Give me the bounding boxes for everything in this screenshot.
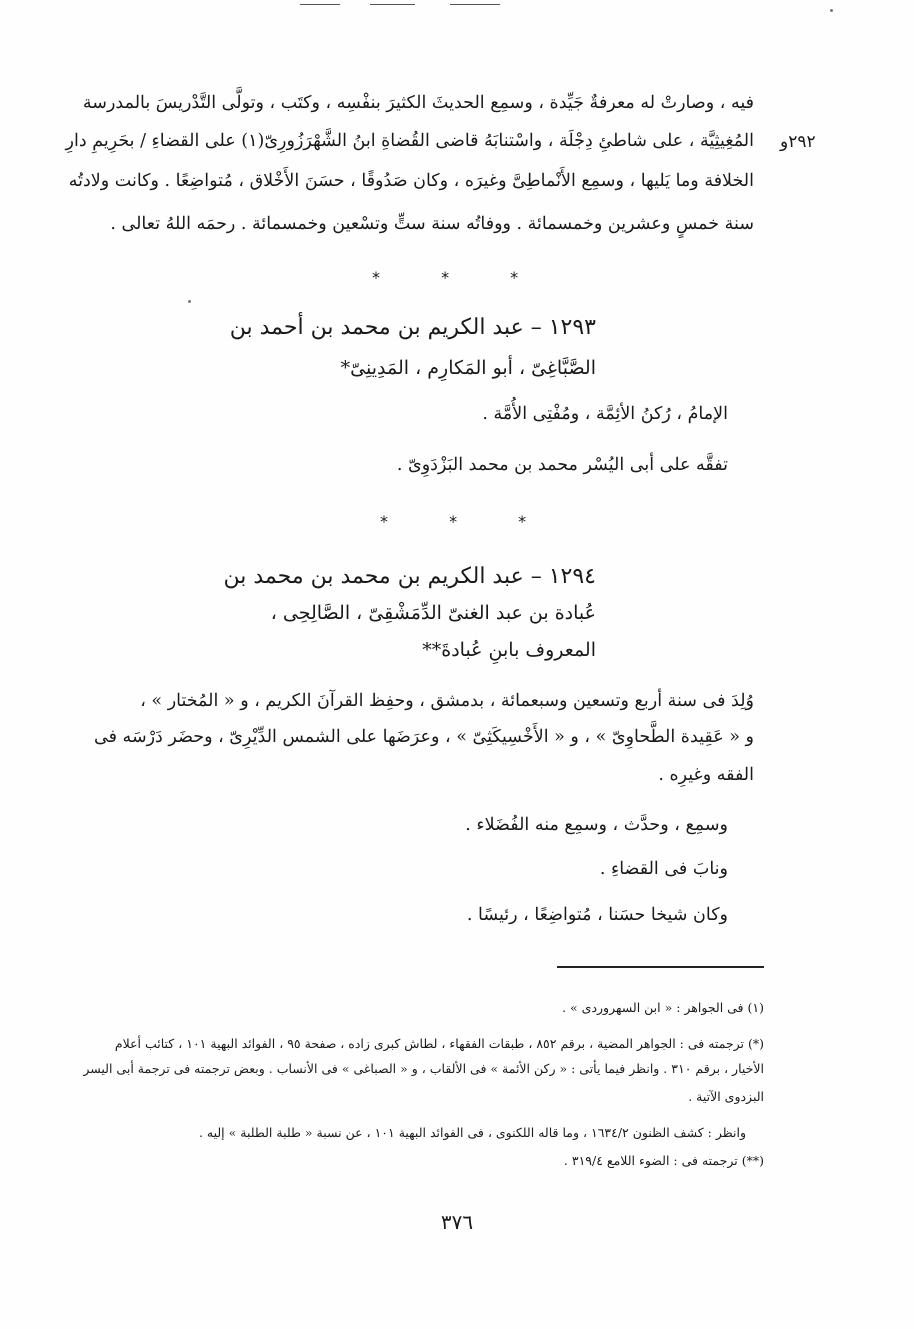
top-rule-right — [450, 4, 500, 5]
entry-1294-line: وكان شيخا حسَنا ، مُتواضِعًا ، رئيسًا . — [466, 905, 728, 925]
scan-speck — [188, 300, 191, 303]
entry-1293-line: تفقَّه على أبى اليُسْر محمد بن محمد البَزْدَوِىّ . — [396, 455, 728, 475]
footnote: (**) ترجمته فى : الضوء اللامع ٣١٩/٤ . — [563, 1153, 764, 1168]
footnote: (١) فى الجواهر : « ابن السهروردى » . — [562, 1000, 764, 1015]
footnote: وانظر : كشف الظنون ١٦٣٤/٢ ، وما قاله اللكنوى ، فى الفوائد البهية ١٠١ ، عن نسبة « طلبة الطلبة » إليه . — [198, 1125, 746, 1140]
scan-speck — [830, 9, 833, 12]
entry-1294-line: الفقه وغيرِه . — [658, 765, 754, 785]
entry-subtitle-1294: المعروف بابنِ عُبادةَ** — [422, 639, 596, 661]
entry-1293-line: الإمامُ ، رُكنُ الأئِمَّة ، ومُفْتِى الأُمَّة . — [482, 404, 728, 424]
top-rule-mid — [370, 4, 415, 5]
footnote: الأخيار ، برقم ٣١٠ . وانظر فيما يأتى : « ركن الأئمة » فى الألقاب ، و « الصباغى » فى الأنساب . وبعض ترجمته فى ترجمة أبى اليسر — [83, 1061, 764, 1076]
entry-1294-line: ونابَ فى القضاءِ . — [599, 859, 728, 879]
entry-subtitle-1293: الصَّبَّاغِىّ ، أبو المَكارِم ، المَدِينِىّ* — [340, 357, 596, 379]
section-separator: * * * — [372, 268, 547, 287]
prev-entry-line: فيه ، وصارتْ له معرفةٌ جَيِّدة ، وسمِع الحديثَ الكثيرَ بنفْسِه ، وكتَب ، وتولَّى التَّدْريسَ بالمدرسة — [82, 93, 754, 113]
footnote-rule — [557, 966, 764, 968]
footnote: البزدوى الآتية . — [688, 1089, 764, 1104]
entry-1294-line: و « عَقِيدة الطَّحاوِىّ » ، و « الأَخْسِيكَثِىّ » ، وعرَضَها على الشمس الدِّيْرِىّ ، وحضَر دَرْسَه فى — [94, 727, 754, 747]
page-number: ٣٧٦ — [440, 1210, 474, 1234]
manuscript-folio-marker: ٢٩٢و — [780, 132, 816, 152]
section-separator: * * * — [380, 512, 555, 531]
prev-entry-line: الخلافة وما يَليها ، وسمِع الأَنْماطِىَّ وغيرَه ، وكان صَدُوقًا ، حسَنَ الأَخْلاق ، مُتواضِعًا . وكانت ولادتُه — [68, 171, 754, 191]
prev-entry-line: المُغِيثِيَّة ، على شاطئِ دِجْلَة ، واسْتنابَهُ قاضى القُضاةِ ابنُ الشَّهْرَزُورِىّ(١) على القضاءِ / بحَرِيمِ دارِ — [65, 131, 754, 151]
entry-title-1294: ١٢٩٤ – عبد الكريم بن محمد بن محمد بن — [223, 564, 596, 589]
prev-entry-line: سنة خمسٍ وعشرين وخمسمائة . ووفاتُه سنة ستٍّ وتسْعين وخمسمائة . رحمَه اللهُ تعالى . — [110, 214, 754, 234]
entry-1294-line: وسمِع ، وحدَّث ، وسمِع منه الفُضَلاء . — [465, 815, 728, 835]
top-rule-left — [300, 4, 340, 5]
entry-1294-line: وُلِدَ فى سنة أربع وتسعين وسبعمائة ، بدمشق ، وحفِظ القرآنَ الكريم ، و « المُختار » ، — [140, 691, 754, 711]
footnote: (*) ترجمته فى : الجواهر المضية ، برقم ٨٥٢ ، طبقات الفقهاء ، لطاش كبرى زاده ، صفحة ٩٥ ، الفوائد البهية ١٠١ ، كتائب أعلام — [114, 1036, 764, 1051]
entry-title-1293: ١٢٩٣ – عبد الكريم بن محمد بن أحمد بن — [229, 315, 596, 340]
entry-subtitle-1294: عُبادة بن عبد الغنىّ الدِّمَشْقِىّ ، الصَّالِحِى ، — [270, 602, 596, 624]
